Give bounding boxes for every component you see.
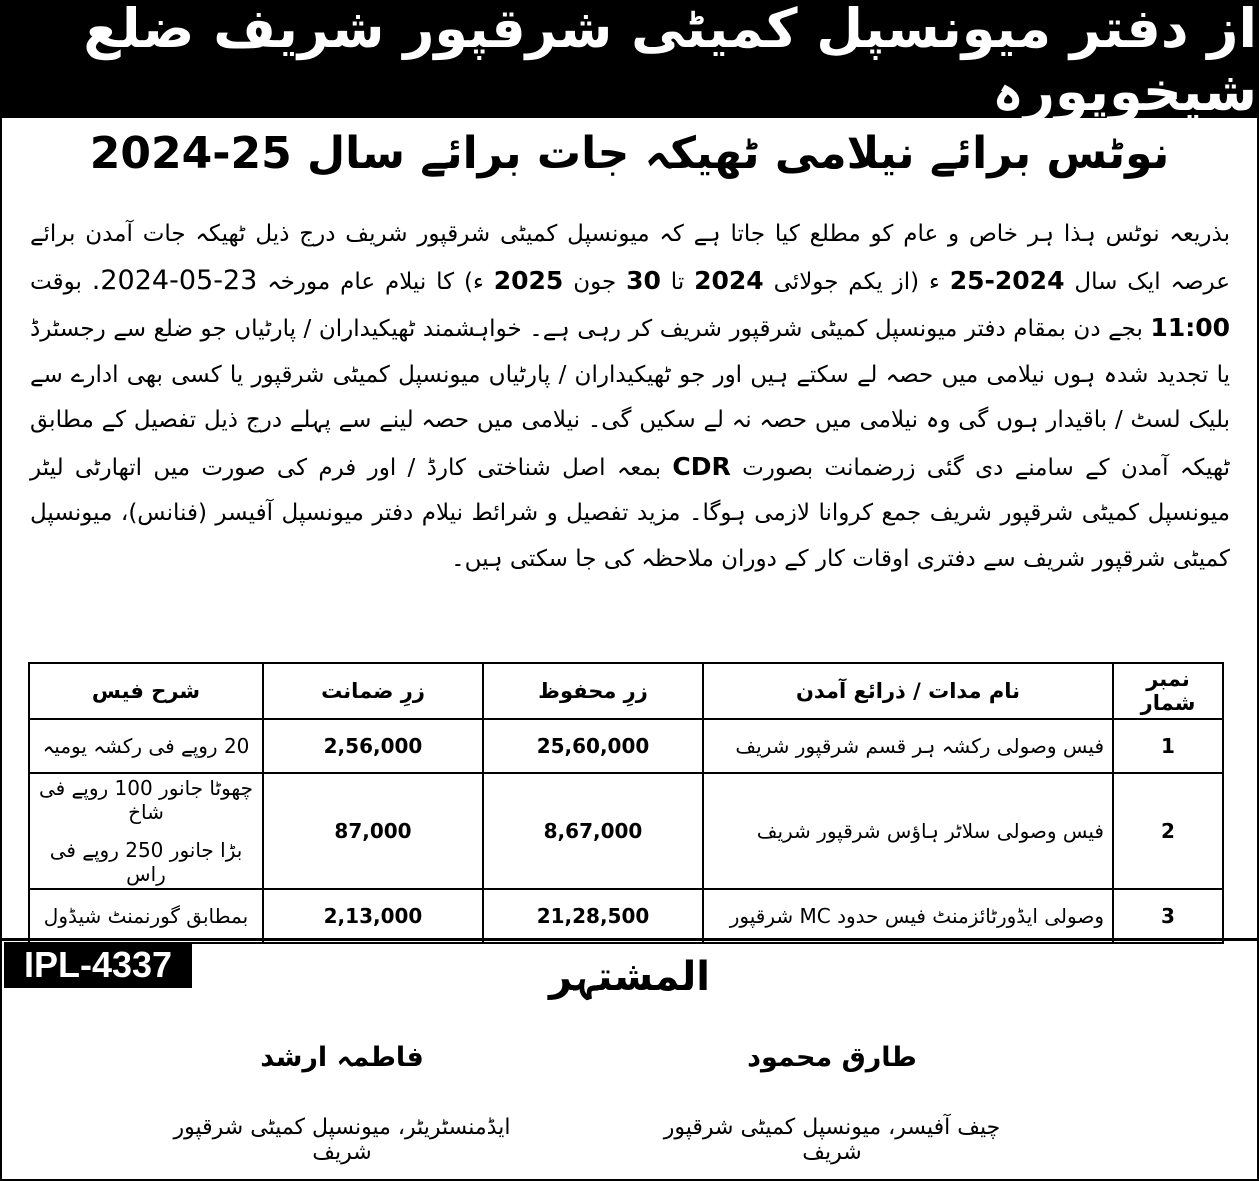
- from-year: 2024: [694, 265, 764, 295]
- body-text-6: بوقت: [30, 268, 92, 295]
- notice-body: [30, 212, 1230, 582]
- body-text-8: بمعہ اصل شناختی کارڈ / اور فرم کی صورت میں اتھارٹی لیٹر میونسپل کمیٹی شرقپور شریف جمع کروانا لازمی ہوگا۔ مزید تفصیل و شرائط نیلام دفتر میونسپل آفیسر (فنانس)، میونسپل کمیٹی شرقپور شریف سے دفتری اوقات کار کے دوران ملاحظہ کی جا سکتی ہیں۔: [30, 454, 1230, 572]
- cell-serial: 1: [1113, 719, 1223, 773]
- body-text-5: ء) کا نیلام عام مورخہ: [257, 268, 494, 295]
- body-text-4: جون: [563, 268, 627, 295]
- cell-reserve-price: 8,67,000: [483, 773, 703, 889]
- table-header-row: [29, 663, 1223, 719]
- auction-items-table: [28, 662, 1224, 944]
- to-day: 30: [626, 265, 661, 295]
- footer-divider: [2, 938, 1257, 941]
- table-row: [29, 889, 1223, 943]
- advertiser-heading: المشتہر: [549, 954, 710, 1000]
- signatory-administrator: [162, 1042, 522, 1165]
- signatory-chief-officer: [652, 1042, 1012, 1165]
- cell-reserve-price: 25,60,000: [483, 719, 703, 773]
- office-header: [2, 0, 1257, 123]
- header-fee-rate: شرح فیس: [29, 663, 263, 719]
- fee-line: بمطابق گورنمنٹ شیڈول: [43, 904, 249, 928]
- to-year: 2025: [493, 265, 564, 295]
- cell-security-deposit: 87,000: [263, 773, 483, 889]
- cell-serial: 2: [1113, 773, 1223, 889]
- body-text-2: ء (از یکم جولائی: [763, 268, 950, 295]
- cell-fee-rate: [29, 719, 263, 773]
- table-row: [29, 719, 1223, 773]
- cell-security-deposit: 2,56,000: [263, 719, 483, 773]
- notice-title: نوٹس برائے نیلامی ٹھیکہ جات برائے سال 25-2024: [89, 128, 1170, 179]
- cell-item-name: فیس وصولی سلاٹر ہاؤس شرقپور شریف: [703, 773, 1113, 889]
- cell-fee-rate: [29, 889, 263, 943]
- cell-reserve-price: 21,28,500: [483, 889, 703, 943]
- auction-time: 11:00: [1150, 313, 1230, 342]
- body-text-1: بذریعہ نوٹس ہذا ہر خاص و عام کو مطلع کیا جاتا ہے کہ میونسپل کمیٹی شرقپور شریف درج ذیل ٹھیکہ جات آمدن برائے عرصہ ایک سال: [30, 221, 1230, 295]
- header-item-name: نام مدات / ذرائع آمدن: [703, 663, 1113, 719]
- header-serial: نمبر شمار: [1113, 663, 1223, 719]
- cell-fee-rate: [29, 773, 263, 889]
- office-header-title: از دفتر میونسپل کمیٹی شرقپور شریف ضلع شیخوپورہ: [83, 0, 1257, 123]
- ipl-badge: IPL-4337: [4, 942, 192, 988]
- fee-line: 20 روپے فی رکشہ یومیہ: [42, 734, 250, 758]
- auction-date: 23-05-2024.: [91, 264, 258, 296]
- fee-line: چھوٹا جانور 100 روپے فی شاخ: [38, 776, 254, 824]
- signatory-title: چیف آفیسر، میونسپل کمیٹی شرقپور شریف: [663, 1115, 1001, 1165]
- header-security-deposit: زرِ ضمانت: [263, 663, 483, 719]
- contract-year: 2024-25: [949, 265, 1065, 295]
- body-text-7: بجے دن بمقام دفتر میونسپل کمیٹی شرقپور شریف کر رہی ہے۔ خواہشمند ٹھیکیداران / پارٹیاں جو ضلع سے رجسٹرڈ یا تجدید شدہ ہوں نیلامی میں حصہ لے سکتے ہیں اور جو ٹھیکیداران / پارٹیاں میونسپل کمیٹی شرقپور یا کسی بھی ادارے سے بلیک لسٹ / باقیدار ہوں گی وہ نیلامی میں حصہ نہ لے سکیں گی۔ نیلامی میں حصہ لینے سے پہلے درج ذیل تفصیل کے مطابق ٹھیکہ آمدن کے سامنے دی گئی زرضمانت بصورت: [30, 316, 1230, 481]
- header-reserve-price: زرِ محفوظ: [483, 663, 703, 719]
- cell-security-deposit: 2,13,000: [263, 889, 483, 943]
- cell-item-name: فیس وصولی رکشہ ہر قسم شرقپور شریف: [703, 719, 1113, 773]
- fee-line: بڑا جانور 250 روپے فی راس: [49, 838, 243, 886]
- body-text-3: تا: [660, 268, 695, 295]
- cdr-label: CDR: [672, 451, 731, 481]
- table-row: [29, 773, 1223, 889]
- signatory-title: ایڈمنسٹریٹر، میونسپل کمیٹی شرقپور شریف: [173, 1115, 511, 1165]
- cell-item-name: وصولی ایڈورٹائزمنٹ فیس حدود MC شرقپور: [703, 889, 1113, 943]
- signatory-name: طارق محمود: [747, 1042, 917, 1073]
- cell-serial: 3: [1113, 889, 1223, 943]
- signatory-name: فاطمہ ارشد: [260, 1042, 424, 1073]
